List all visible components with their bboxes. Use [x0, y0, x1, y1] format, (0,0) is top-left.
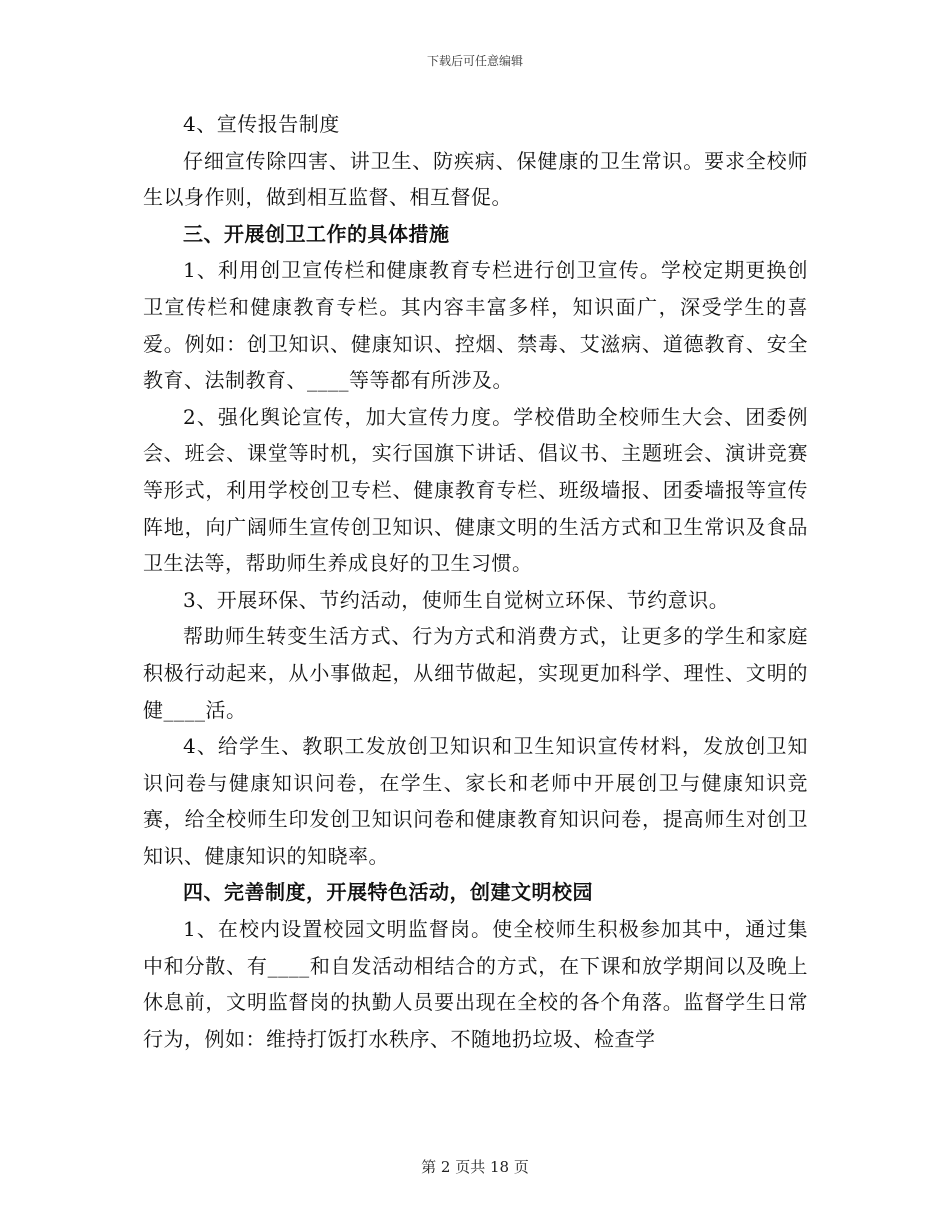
paragraph: 2、强化舆论宣传，加大宣传力度。学校借助全校师生大会、团委例会、班会、课堂等时机，实行国旗下讲话、倡议书、主题班会、演讲竞赛等形式，利用学校创卫专栏、健康教育专栏、班级墙报、团委墙报等宣传阵地，向广阔师生宣传创卫知识、健康文明的生活方式和卫生常识及食品卫生法等，帮助师生养成良好的卫生习惯。 [143, 404, 808, 576]
paragraph: 1、利用创卫宣传栏和健康教育专栏进行创卫宣传。学校定期更换创卫宣传栏和健康教育专栏。其内容丰富多样，知识面广，深受学生的喜爱。例如：创卫知识、健康知识、控烟、禁毒、艾滋病、道德教育、安全教育、法制教育、____等等都有所涉及。 [143, 258, 808, 393]
section-heading: 四、完善制度，开展特色活动，创建文明校园 [183, 880, 593, 905]
document-body [143, 106, 808, 1057]
paragraph: 3、开展环保、节约活动，使师生自觉树立环保、节约意识。 [183, 587, 730, 612]
paragraph: 帮助师生转变生活方式、行为方式和消费方式，让更多的学生和家庭积极行动起来，从小事做起，从细节做起，实现更加科学、理性、文明的健____活。 [143, 624, 808, 722]
paragraph: 仔细宣传除四害、讲卫生、防疾病、保健康的卫生常识。要求全校师生以身作则，做到相互监督、相互督促。 [143, 148, 808, 210]
paragraph: 4、给学生、教职工发放创卫知识和卫生知识宣传材料，发放创卫知识问卷与健康知识问卷，在学生、家长和老师中开展创卫与健康知识竞赛，给全校师生印发创卫知识问卷和健康教育知识问卷，提高师生对创卫知识、健康知识的知晓率。 [143, 734, 808, 868]
section-heading: 三、开展创卫工作的具体措施 [183, 221, 450, 246]
paragraph-section-heading: 4、宣传报告制度 [183, 112, 340, 136]
page-header: 下载后可任意编辑 [426, 54, 523, 68]
page-footer: 第 2 页共 18 页 [421, 1158, 529, 1176]
paragraph: 1、在校内设置校园文明监督岗。使全校师生积极参加其中，通过集中和分散、有____和自发活动相结合的方式，在下课和放学期间以及晚上休息前，文明监督岗的执勤人员要出现在全校的各个角落。监督学生日常行为，例如：维持打饭打水秩序、不随地扔垃圾、检查学 [143, 917, 808, 1051]
